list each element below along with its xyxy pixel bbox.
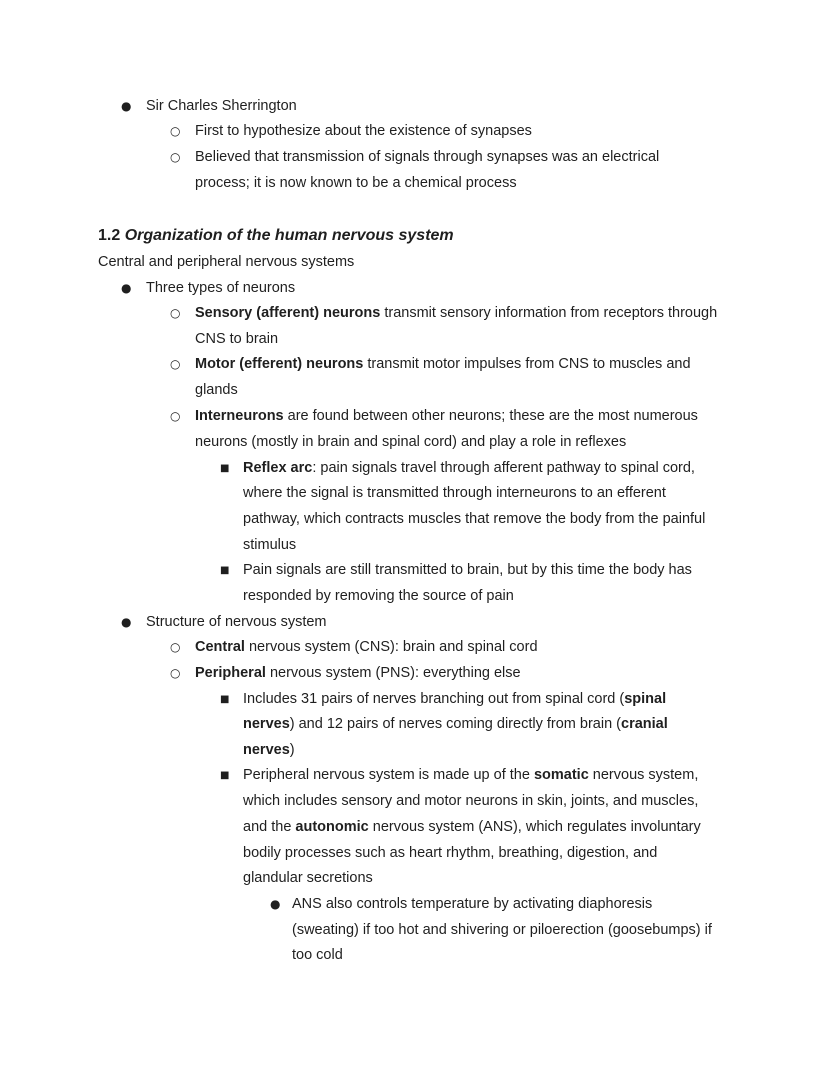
- list-item-inter-l2: neurons (mostly in brain and spinal cord) and play a role in reflexes: [195, 434, 627, 450]
- motor-text: transmit motor impulses from CNS to muscles and: [363, 356, 691, 372]
- list-item-sensory-l2: CNS to brain: [195, 331, 279, 347]
- section-subtitle: Central and peripheral nervous systems: [98, 254, 355, 270]
- bullet-square-icon: ■: [220, 565, 230, 576]
- list-item-motor-l2: glands: [195, 382, 238, 398]
- list-item-sensory-l1: [195, 301, 717, 327]
- list-item-synapse-hypothesis: First to hypothesize about the existence of synapses: [195, 123, 532, 139]
- list-item-ans-l1: ANS also controls temperature by activating diaphoresis: [292, 896, 653, 912]
- bullet-square-icon: ■: [220, 694, 230, 705]
- sensory-text: transmit sensory information from receptors through: [380, 305, 718, 321]
- bullet-disc-icon: ●: [270, 897, 281, 911]
- term-central: Central: [195, 639, 245, 655]
- pairs-text-b: ) and 12 pairs of nerves coming directly from brain (: [289, 716, 621, 732]
- bullet-square-icon: ■: [220, 770, 230, 781]
- bullet-circle-icon: ○: [170, 124, 181, 138]
- term-peripheral: Peripheral: [195, 665, 266, 681]
- list-item-neuron-types: Three types of neurons: [146, 280, 296, 296]
- cns-text: nervous system (CNS): brain and spinal cord: [244, 639, 538, 655]
- list-item-transmission-l2: process; it is now known to be a chemical process: [195, 175, 517, 191]
- list-item-pns-desc-l2: which includes sensory and motor neurons in skin, joints, and muscles,: [243, 793, 699, 809]
- list-item-sherrington: Sir Charles Sherrington: [146, 98, 297, 114]
- bullet-circle-icon: ○: [170, 150, 181, 164]
- pns-desc-a: Peripheral nervous system is made up of the: [243, 767, 534, 783]
- reflex-text: : pain signals travel through afferent pathway to spinal cord,: [312, 460, 695, 476]
- bullet-circle-icon: ○: [170, 306, 181, 320]
- pns-desc-b: nervous system,: [588, 767, 699, 783]
- pairs-text-a: Includes 31 pairs of nerves branching out from spinal cord (: [243, 691, 625, 707]
- inter-text: are found between other neurons; these are the most numerous: [283, 408, 698, 424]
- pns-text: nervous system (PNS): everything else: [265, 665, 521, 681]
- bullet-square-icon: ■: [220, 463, 230, 474]
- list-item-reflex-l3: pathway, which contracts muscles that remove the body from the painful: [243, 511, 706, 527]
- list-item-pns-desc-l5: glandular secretions: [243, 870, 373, 886]
- bullet-disc-icon: ●: [121, 99, 132, 113]
- list-item-reflex-l1: [243, 456, 695, 482]
- term-somatic: somatic: [533, 767, 589, 783]
- bullet-circle-icon: ○: [170, 357, 181, 371]
- pns-desc-c: and the: [243, 819, 296, 835]
- list-item-structure: Structure of nervous system: [146, 614, 327, 630]
- section-heading: [98, 223, 454, 249]
- term-reflex-arc: Reflex arc: [243, 460, 313, 476]
- term-motor: Motor (efferent) neurons: [195, 356, 364, 372]
- bullet-disc-icon: ●: [121, 281, 132, 295]
- pairs-text-c: ): [289, 742, 295, 758]
- list-item-ans-l2: (sweating) if too hot and shivering or piloerection (goosebumps) if: [292, 922, 712, 938]
- list-item-ans-l3: too cold: [292, 947, 343, 963]
- list-item-pairs-l1: [243, 687, 666, 713]
- list-item-pain-l2: responded by removing the source of pain: [243, 588, 514, 604]
- term-autonomic: autonomic: [295, 819, 369, 835]
- bullet-disc-icon: ●: [121, 615, 132, 629]
- term-sensory: Sensory (afferent) neurons: [195, 305, 381, 321]
- list-item-transmission-l1: Believed that transmission of signals through synapses was an electrical: [195, 149, 660, 165]
- term-nerves: nerves: [243, 716, 290, 732]
- term-interneurons: Interneurons: [195, 408, 284, 424]
- list-item-pns-desc-l1: [243, 763, 698, 789]
- pns-desc-d: nervous system (ANS), which regulates involuntary: [368, 819, 701, 835]
- bullet-circle-icon: ○: [170, 666, 181, 680]
- list-item-pairs-l2: [243, 712, 668, 738]
- term-cranial: cranial: [621, 716, 668, 732]
- bullet-circle-icon: ○: [170, 409, 181, 423]
- list-item-motor-l1: [195, 352, 691, 378]
- heading-number: 1.2: [98, 227, 121, 244]
- list-item-cns: [195, 635, 538, 661]
- list-item-pns: [195, 661, 521, 687]
- bullet-circle-icon: ○: [170, 640, 181, 654]
- term-spinal: spinal: [624, 691, 667, 707]
- list-item-pns-desc-l3: [243, 815, 701, 841]
- list-item-pain-l1: Pain signals are still transmitted to brain, but by this time the body has: [243, 562, 692, 578]
- term-nerves: nerves: [243, 742, 290, 758]
- heading-title: Organization of the human nervous system: [124, 227, 454, 244]
- list-item-reflex-l2: where the signal is transmitted through interneurons to an efferent: [243, 485, 666, 501]
- list-item-inter-l1: [195, 404, 698, 430]
- list-item-pairs-l3: [243, 738, 295, 764]
- list-item-reflex-l4: stimulus: [243, 537, 297, 553]
- list-item-pns-desc-l4: bodily processes such as heart rhythm, breathing, digestion, and: [243, 845, 658, 861]
